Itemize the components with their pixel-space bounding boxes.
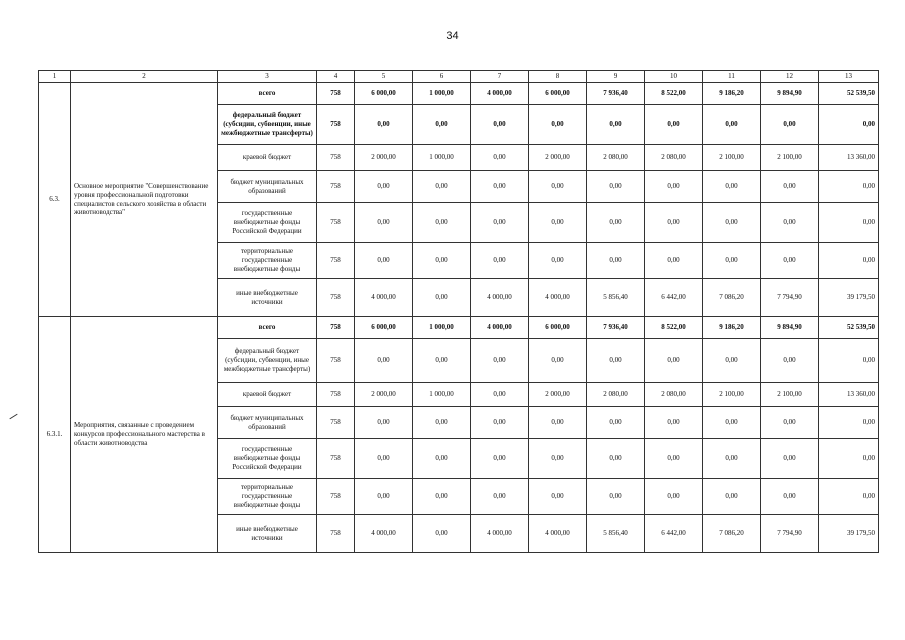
year-value: 6 000,00 [529, 83, 587, 105]
year-value: 0,00 [761, 439, 819, 479]
admin-code: 758 [317, 145, 355, 171]
year-value: 4 000,00 [529, 515, 587, 553]
year-value: 0,00 [703, 203, 761, 243]
year-value: 5 856,40 [587, 279, 645, 317]
budget-table [38, 70, 879, 553]
column-header: 7 [471, 71, 529, 83]
funding-source: бюджет муниципальных образований [218, 171, 317, 203]
year-value: 0,00 [645, 407, 703, 439]
column-header: 11 [703, 71, 761, 83]
year-value: 9 186,20 [703, 83, 761, 105]
year-value: 0,00 [471, 105, 529, 145]
year-value: 2 000,00 [355, 383, 413, 407]
item-name: Мероприятия, связанные с проведением конкурсов профессионального мастерства в области животноводства [71, 317, 218, 553]
total-value: 0,00 [819, 439, 879, 479]
column-number-row [39, 71, 879, 83]
column-header: 9 [587, 71, 645, 83]
funding-source: государственные внебюджетные фонды Российской Федерации [218, 439, 317, 479]
total-value: 0,00 [819, 479, 879, 515]
admin-code: 758 [317, 439, 355, 479]
funding-source: федеральный бюджет (субсидии, субвенции, иные межбюджетные трансферты) [218, 339, 317, 383]
year-value: 0,00 [529, 105, 587, 145]
year-value: 0,00 [645, 243, 703, 279]
year-value: 0,00 [645, 105, 703, 145]
total-value: 0,00 [819, 203, 879, 243]
year-value: 0,00 [471, 439, 529, 479]
year-value: 1 000,00 [413, 317, 471, 339]
year-value: 9 894,90 [761, 317, 819, 339]
year-value: 0,00 [703, 479, 761, 515]
stray-pen-mark [9, 414, 17, 420]
year-value: 1 000,00 [413, 83, 471, 105]
total-value: 13 360,00 [819, 383, 879, 407]
year-value: 7 936,40 [587, 317, 645, 339]
year-value: 2 080,00 [645, 145, 703, 171]
year-value: 2 080,00 [587, 145, 645, 171]
admin-code: 758 [317, 203, 355, 243]
year-value: 0,00 [703, 105, 761, 145]
column-header: 6 [413, 71, 471, 83]
year-value: 0,00 [471, 407, 529, 439]
year-value: 0,00 [529, 479, 587, 515]
year-value: 0,00 [471, 479, 529, 515]
year-value: 0,00 [587, 339, 645, 383]
table-body [39, 83, 879, 553]
year-value: 7 794,90 [761, 515, 819, 553]
year-value: 6 000,00 [529, 317, 587, 339]
column-header: 4 [317, 71, 355, 83]
admin-code: 758 [317, 83, 355, 105]
year-value: 9 894,90 [761, 83, 819, 105]
table-row [39, 317, 879, 339]
admin-code: 758 [317, 279, 355, 317]
year-value: 0,00 [761, 171, 819, 203]
year-value: 0,00 [355, 339, 413, 383]
year-value: 0,00 [645, 439, 703, 479]
year-value: 4 000,00 [471, 515, 529, 553]
year-value: 0,00 [645, 339, 703, 383]
year-value: 0,00 [587, 439, 645, 479]
year-value: 5 856,40 [587, 515, 645, 553]
year-value: 0,00 [645, 479, 703, 515]
year-value: 0,00 [587, 479, 645, 515]
funding-source: федеральный бюджет (субсидии, субвенции, иные межбюджетные трансферты) [218, 105, 317, 145]
year-value: 2 080,00 [587, 383, 645, 407]
admin-code: 758 [317, 383, 355, 407]
column-header: 8 [529, 71, 587, 83]
year-value: 6 000,00 [355, 83, 413, 105]
year-value: 0,00 [355, 171, 413, 203]
admin-code: 758 [317, 105, 355, 145]
total-value: 52 539,50 [819, 83, 879, 105]
year-value: 4 000,00 [471, 279, 529, 317]
year-value: 0,00 [529, 203, 587, 243]
admin-code: 758 [317, 407, 355, 439]
year-value: 1 000,00 [413, 383, 471, 407]
year-value: 0,00 [413, 243, 471, 279]
year-value: 6 442,00 [645, 515, 703, 553]
year-value: 7 794,90 [761, 279, 819, 317]
admin-code: 758 [317, 339, 355, 383]
year-value: 2 000,00 [529, 145, 587, 171]
year-value: 0,00 [355, 439, 413, 479]
column-header: 1 [39, 71, 71, 83]
column-header: 5 [355, 71, 413, 83]
funding-source: государственные внебюджетные фонды Российской Федерации [218, 203, 317, 243]
year-value: 0,00 [761, 339, 819, 383]
funding-source: бюджет муниципальных образований [218, 407, 317, 439]
year-value: 0,00 [413, 339, 471, 383]
funding-source: краевой бюджет [218, 383, 317, 407]
year-value: 0,00 [529, 339, 587, 383]
year-value: 8 522,00 [645, 83, 703, 105]
year-value: 4 000,00 [471, 317, 529, 339]
year-value: 0,00 [413, 279, 471, 317]
year-value: 7 086,20 [703, 515, 761, 553]
year-value: 4 000,00 [355, 515, 413, 553]
admin-code: 758 [317, 243, 355, 279]
year-value: 0,00 [413, 439, 471, 479]
item-code: 6.3. [39, 83, 71, 317]
year-value: 0,00 [761, 203, 819, 243]
admin-code: 758 [317, 479, 355, 515]
year-value: 0,00 [471, 383, 529, 407]
year-value: 2 000,00 [355, 145, 413, 171]
year-value: 0,00 [471, 171, 529, 203]
total-value: 39 179,50 [819, 279, 879, 317]
admin-code: 758 [317, 171, 355, 203]
total-value: 52 539,50 [819, 317, 879, 339]
year-value: 0,00 [761, 243, 819, 279]
year-value: 0,00 [587, 243, 645, 279]
year-value: 0,00 [471, 203, 529, 243]
year-value: 0,00 [413, 515, 471, 553]
year-value: 0,00 [413, 203, 471, 243]
year-value: 0,00 [471, 339, 529, 383]
year-value: 2 100,00 [761, 383, 819, 407]
year-value: 7 936,40 [587, 83, 645, 105]
funding-source: территориальные государственные внебюджетные фонды [218, 479, 317, 515]
year-value: 0,00 [703, 339, 761, 383]
year-value: 0,00 [587, 407, 645, 439]
year-value: 0,00 [413, 105, 471, 145]
year-value: 0,00 [413, 479, 471, 515]
year-value: 0,00 [413, 407, 471, 439]
year-value: 0,00 [703, 439, 761, 479]
page-number: 34 [446, 30, 459, 42]
year-value: 0,00 [355, 243, 413, 279]
table-row [39, 83, 879, 105]
year-value: 4 000,00 [529, 279, 587, 317]
funding-source: краевой бюджет [218, 145, 317, 171]
total-value: 0,00 [819, 171, 879, 203]
year-value: 6 000,00 [355, 317, 413, 339]
funding-source: иные внебюджетные источники [218, 279, 317, 317]
year-value: 0,00 [587, 203, 645, 243]
funding-source: всего [218, 83, 317, 105]
funding-source: всего [218, 317, 317, 339]
total-value: 0,00 [819, 105, 879, 145]
year-value: 0,00 [355, 203, 413, 243]
admin-code: 758 [317, 317, 355, 339]
column-header: 2 [71, 71, 218, 83]
item-code: 6.3.1. [39, 317, 71, 553]
column-header: 10 [645, 71, 703, 83]
year-value: 0,00 [587, 171, 645, 203]
year-value: 7 086,20 [703, 279, 761, 317]
year-value: 2 000,00 [529, 383, 587, 407]
year-value: 4 000,00 [471, 83, 529, 105]
total-value: 39 179,50 [819, 515, 879, 553]
year-value: 0,00 [529, 407, 587, 439]
total-value: 0,00 [819, 243, 879, 279]
year-value: 4 000,00 [355, 279, 413, 317]
year-value: 0,00 [471, 145, 529, 171]
admin-code: 758 [317, 515, 355, 553]
year-value: 0,00 [471, 243, 529, 279]
year-value: 0,00 [645, 171, 703, 203]
year-value: 0,00 [703, 243, 761, 279]
total-value: 0,00 [819, 407, 879, 439]
total-value: 13 360,00 [819, 145, 879, 171]
year-value: 6 442,00 [645, 279, 703, 317]
year-value: 2 100,00 [703, 383, 761, 407]
year-value: 0,00 [703, 171, 761, 203]
year-value: 0,00 [355, 105, 413, 145]
column-header: 13 [819, 71, 879, 83]
funding-source: иные внебюджетные источники [218, 515, 317, 553]
year-value: 0,00 [761, 479, 819, 515]
year-value: 9 186,20 [703, 317, 761, 339]
year-value: 0,00 [529, 171, 587, 203]
column-header: 12 [761, 71, 819, 83]
funding-source: территориальные государственные внебюджетные фонды [218, 243, 317, 279]
year-value: 2 100,00 [703, 145, 761, 171]
year-value: 0,00 [761, 105, 819, 145]
total-value: 0,00 [819, 339, 879, 383]
year-value: 0,00 [587, 105, 645, 145]
year-value: 0,00 [703, 407, 761, 439]
year-value: 0,00 [355, 479, 413, 515]
year-value: 0,00 [645, 203, 703, 243]
year-value: 0,00 [355, 407, 413, 439]
year-value: 0,00 [529, 243, 587, 279]
column-header: 3 [218, 71, 317, 83]
item-name: Основное мероприятие "Совершенствование уровня профессиональной подготовки специалистов сельского хозяйства в области животноводства" [71, 83, 218, 317]
year-value: 8 522,00 [645, 317, 703, 339]
year-value: 1 000,00 [413, 145, 471, 171]
year-value: 0,00 [413, 171, 471, 203]
year-value: 2 080,00 [645, 383, 703, 407]
year-value: 0,00 [529, 439, 587, 479]
year-value: 2 100,00 [761, 145, 819, 171]
year-value: 0,00 [761, 407, 819, 439]
